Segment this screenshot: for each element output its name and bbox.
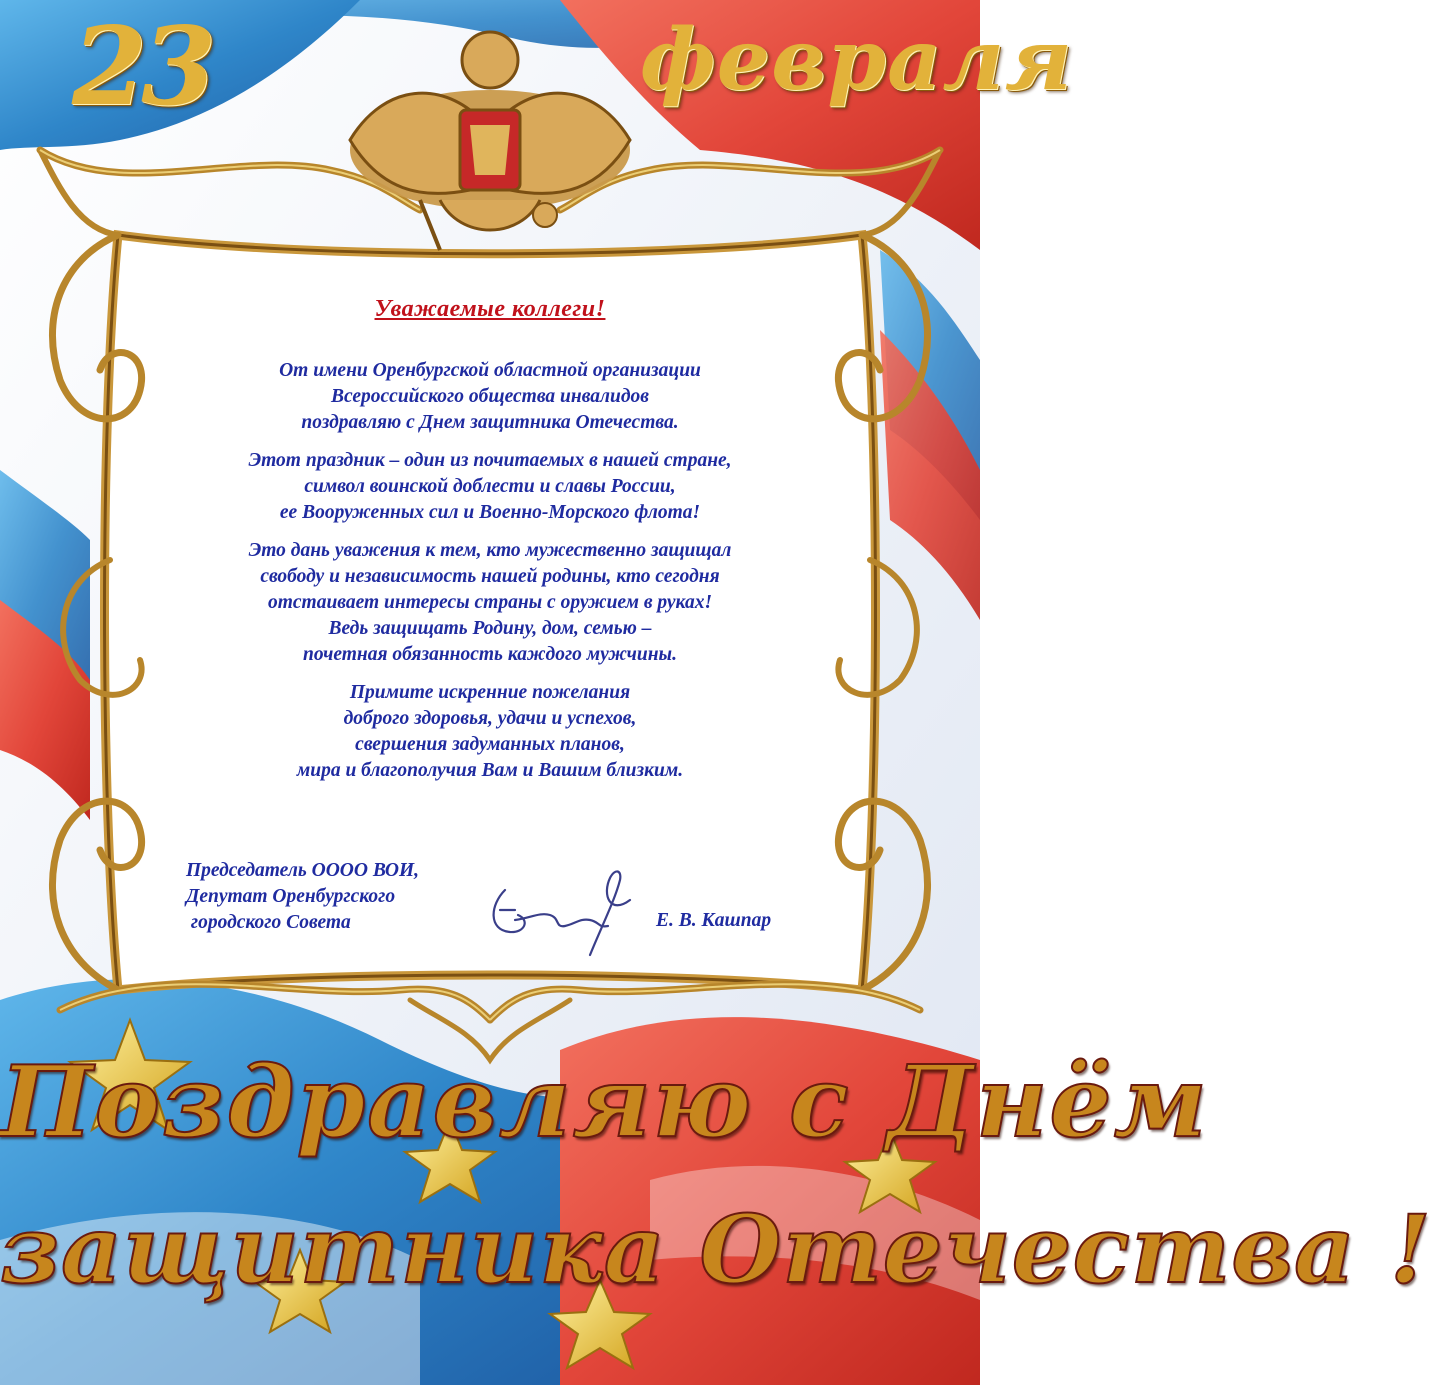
letter-line: Ведь защищать Родину, дом, семью – (328, 618, 652, 639)
handwritten-signature (470, 860, 640, 960)
letter-line: свершения задуманных планов, (355, 734, 625, 755)
letter-line: почетная обязанность каждого мужчины. (303, 644, 677, 665)
signer-position-line: городского Совета (186, 912, 351, 933)
date-month: февраля (640, 10, 1073, 109)
letter-greeting: Уважаемые коллеги! (374, 296, 606, 322)
letter-line: Этот праздник – один из почитаемых в нашей стране, (248, 450, 732, 471)
signer-position-line: Председатель ОООО ВОИ, (186, 860, 420, 881)
letter-line: символ воинской доблести и славы России, (304, 476, 676, 497)
date-day: 23 (72, 4, 211, 130)
letter-line: От имени Оренбургской областной организации (279, 360, 701, 381)
letter-body (180, 296, 800, 796)
footer-title-line-1: Поздравляю с Днём (0, 1045, 1209, 1160)
letter-paragraph (180, 538, 800, 668)
letter-line: доброго здоровья, удачи и успехов, (343, 708, 637, 729)
signer-position (186, 858, 419, 936)
signer-name: Е. В. Кашпар (656, 910, 772, 931)
letter-line: поздравляю с Днем защитника Отечества. (301, 412, 679, 433)
letter-line: свободу и независимость нашей родины, кто сегодня (260, 566, 720, 587)
letter-paragraph (180, 448, 800, 526)
letter-line: отстаивает интересы страны с оружием в руках! (267, 592, 713, 613)
letter-paragraph (180, 358, 800, 436)
letter-line: ее Вооруженных сил и Военно-Морского флота! (279, 502, 701, 523)
letter-line: Это дань уважения к тем, кто мужественно защищал (248, 540, 732, 561)
letter-paragraph (180, 680, 800, 784)
letter-line: Всероссийского общества инвалидов (330, 386, 650, 407)
letter-line: мира и благополучия Вам и Вашим близким. (296, 760, 684, 781)
signer-position-line: Депутат Оренбургского (186, 886, 396, 907)
footer-title-line-2: защитника Отечества ! (0, 1195, 1432, 1305)
letter-line: Примите искренние пожелания (349, 682, 631, 703)
